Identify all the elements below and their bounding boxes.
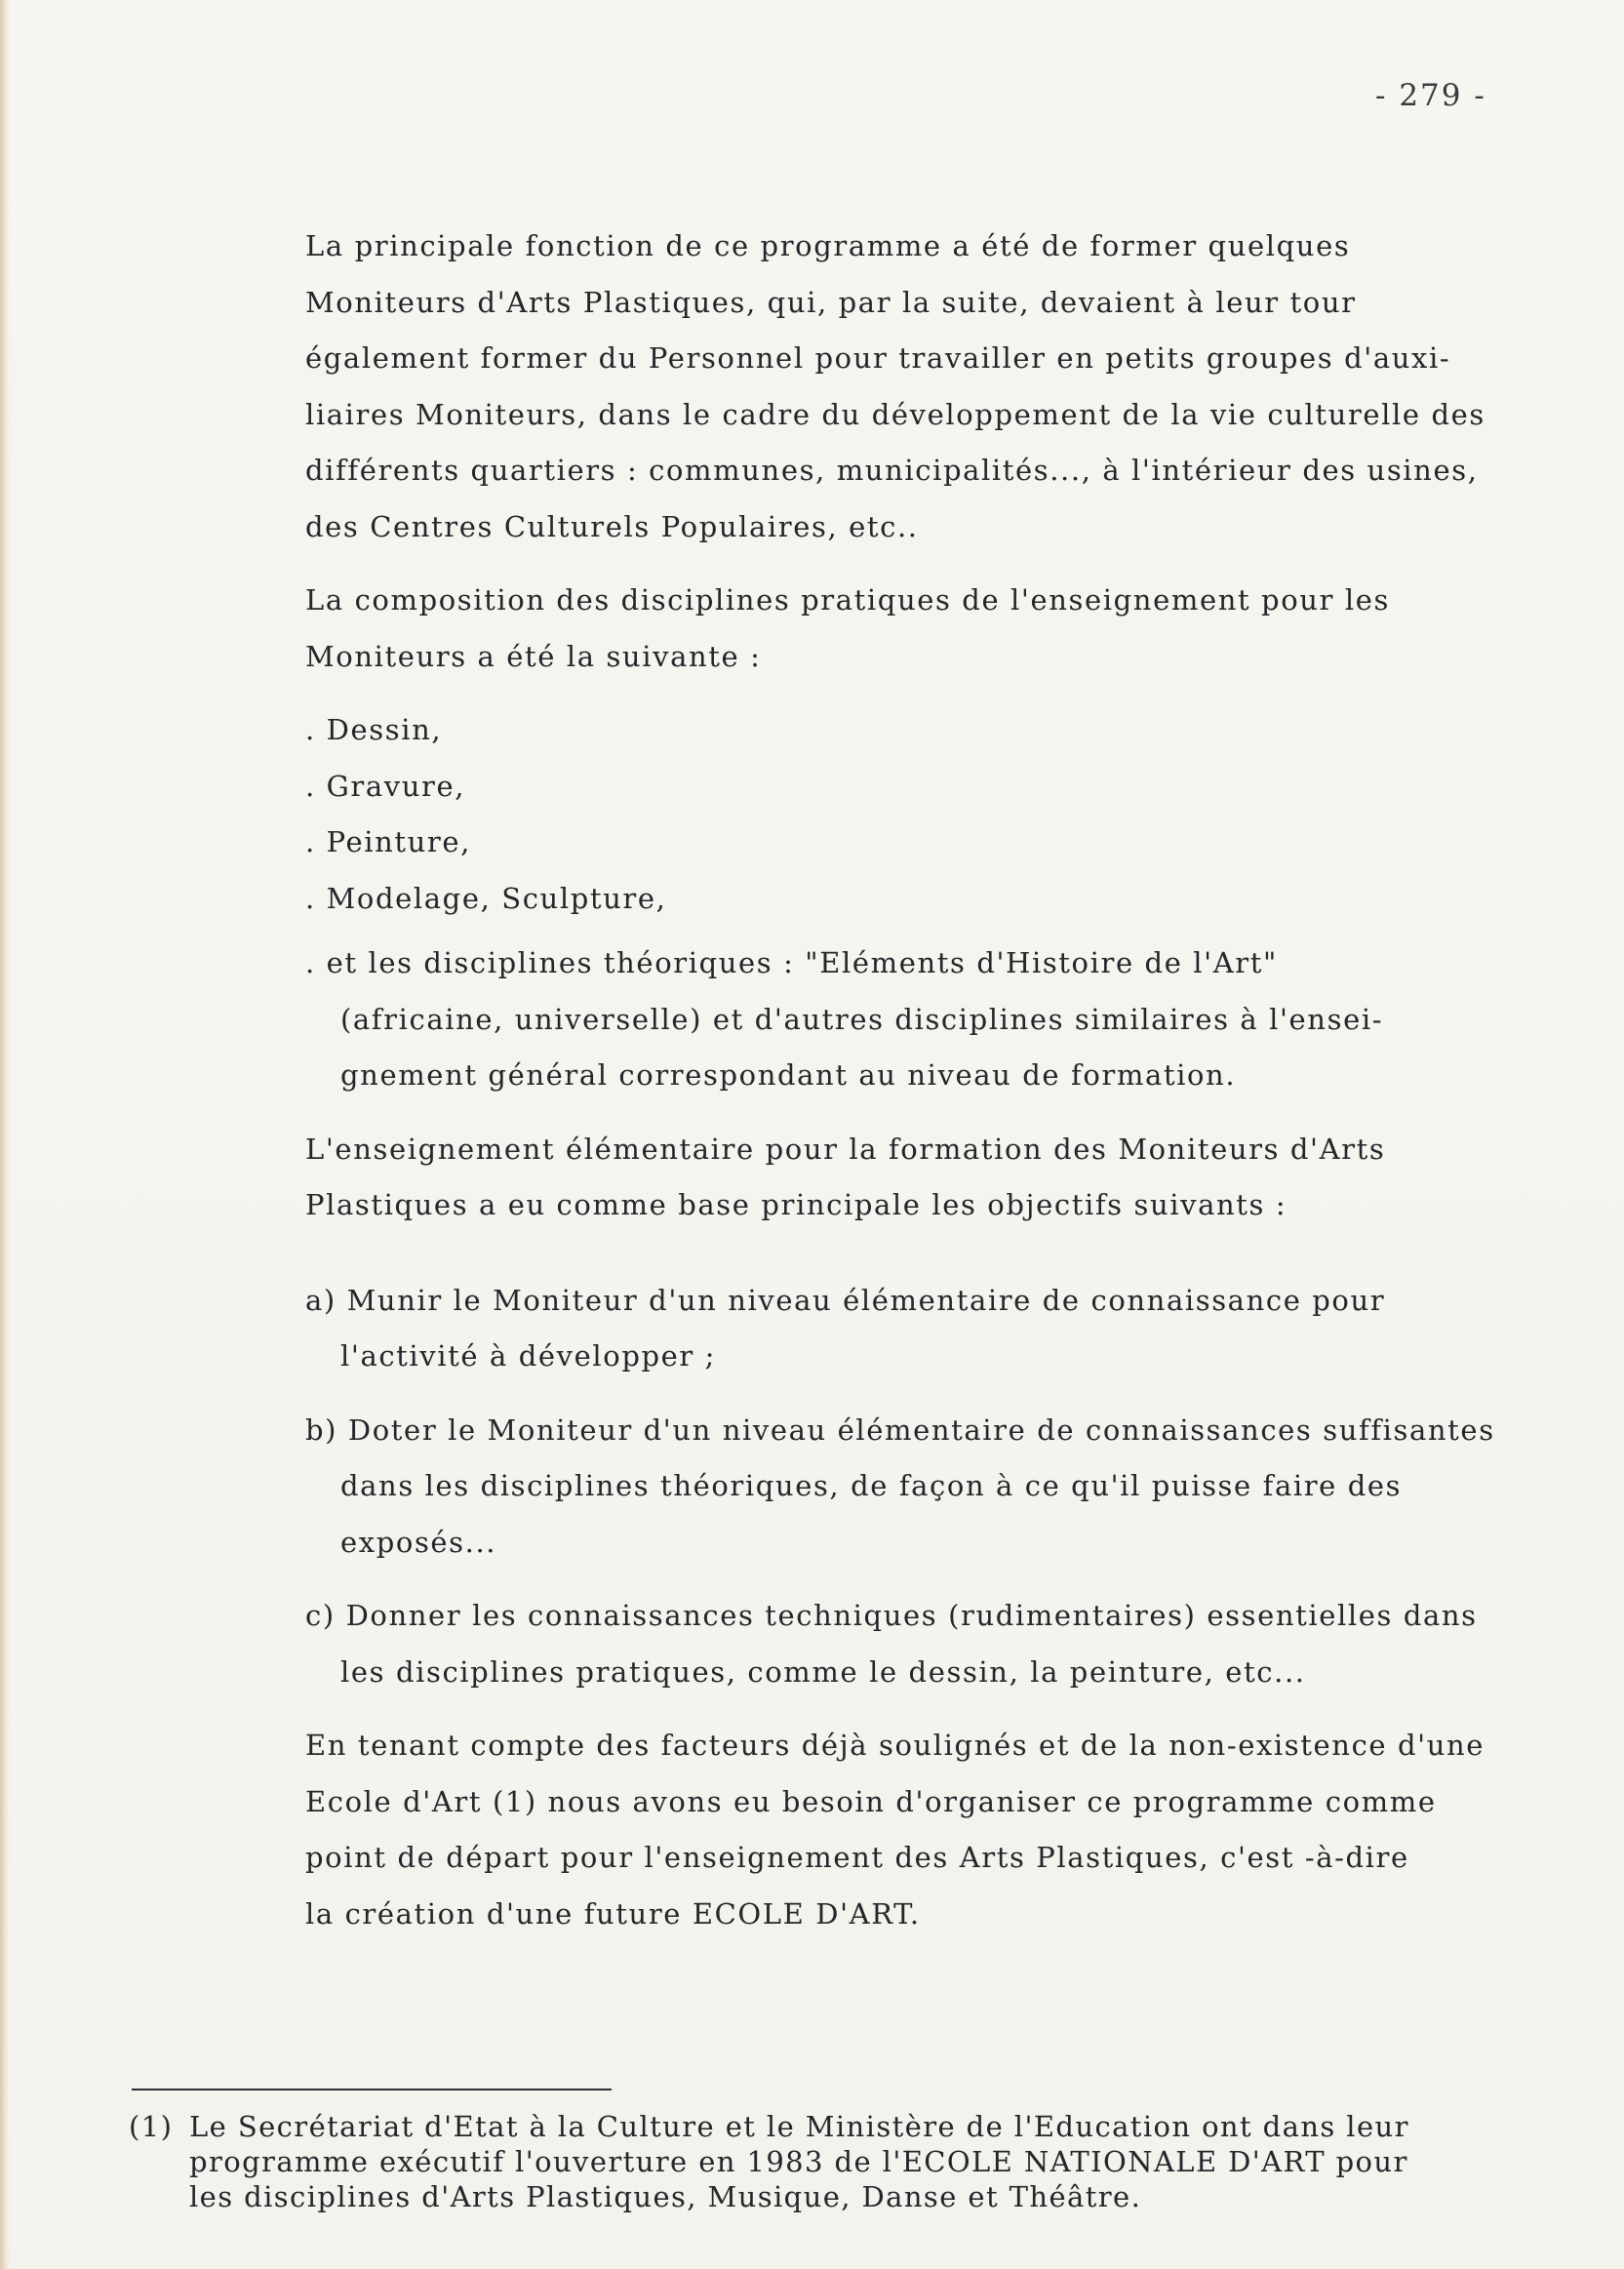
text-line: liaires Moniteurs, dans le cadre du développement de la vie culturelle des [305,397,1485,431]
list-item: . Modelage, Sculpture, [305,881,667,915]
objective-b [305,1403,1573,1572]
paragraph-discipline-composition [305,573,1573,685]
paper-edge-stain [0,0,10,2269]
footnote-line: les disciplines d'Arts Plastiques, Musique, Danse et Théâtre. [189,2180,1142,2213]
text-line: a) Munir le Moniteur d'un niveau élémentaire de connaissance pour [305,1283,1386,1317]
text-line: Plastiques a eu comme base principale les objectifs suivants : [305,1188,1287,1221]
theoretical-disciplines [305,935,1573,1104]
text-line: (africaine, universelle) et d'autres disciplines similaires à l'ensei- [340,1002,1384,1036]
text-line: . et les disciplines théoriques : "Eléments d'Histoire de l'Art" [305,946,1278,979]
footnote-line [129,2109,1514,2144]
objective-a [305,1273,1573,1385]
paragraph-conclusion [305,1718,1573,1942]
text-line: les disciplines pratiques, comme le dessin, la peinture, etc... [340,1654,1306,1689]
text-line: c) Donner les connaissances techniques (rudimentaires) essentielles dans [305,1599,1478,1632]
text-line: En tenant compte des facteurs déjà soulignés et de la non-existence d'une [305,1729,1485,1762]
text-line: L'enseignement élémentaire pour la formation des Moniteurs d'Arts [305,1132,1386,1166]
text-line: la création d'une future ECOLE D'ART. [305,1896,921,1931]
body-text [305,219,1573,1942]
text-line: La composition des disciplines pratiques de l'enseignement pour les [305,583,1390,617]
text-line: également former du Personnel pour travailler en petits groupes d'auxi- [305,341,1451,375]
text-line: gnement général correspondant au niveau de formation. [340,1058,1237,1092]
text-line: dans les disciplines théoriques, de façon à ce qu'il puisse faire des [340,1469,1403,1502]
list-item: . Peinture, [305,825,471,858]
text-line: des Centres Culturels Populaires, etc.. [305,509,919,543]
text-line: Moniteurs d'Arts Plastiques, qui, par la suite, devaient à leur tour [305,285,1357,319]
text-line: différents quartiers : communes, municipalités..., à l'intérieur des usines, [305,454,1479,487]
text-line: point de départ pour l'enseignement des Arts Plastiques, c'est -à-dire [305,1841,1409,1874]
practical-disciplines-list [305,702,1573,927]
text-line: l'activité à développer ; [340,1339,717,1373]
text-line: exposés... [340,1525,497,1559]
footnote [129,2109,1514,2214]
paragraph-program-function [305,219,1573,555]
footnote-divider [132,2089,612,2090]
paragraph-elementary-teaching [305,1122,1573,1234]
list-item: . Dessin, [305,713,443,746]
text-line: b) Doter le Moniteur d'un niveau élémentaire de connaissances suffisantes [305,1413,1495,1447]
footnote-line: programme exécutif l'ouverture en 1983 de l'ECOLE NATIONALE D'ART pour [189,2145,1408,2178]
page-number: - 279 - [1375,78,1486,113]
text-line: La principale fonction de ce programme a été de former quelques [305,229,1351,262]
footnote-marker: (1) [129,2110,174,2143]
text-line: Moniteurs a été la suivante : [305,639,762,673]
list-item: . Gravure, [305,769,466,803]
text-line: Ecole d'Art (1) nous avons eu besoin d'organiser ce programme comme [305,1784,1437,1818]
objective-c [305,1588,1573,1700]
footnote-text: Le Secrétariat d'Etat à la Culture et le Ministère de l'Education ont dans leur [189,2110,1409,2143]
